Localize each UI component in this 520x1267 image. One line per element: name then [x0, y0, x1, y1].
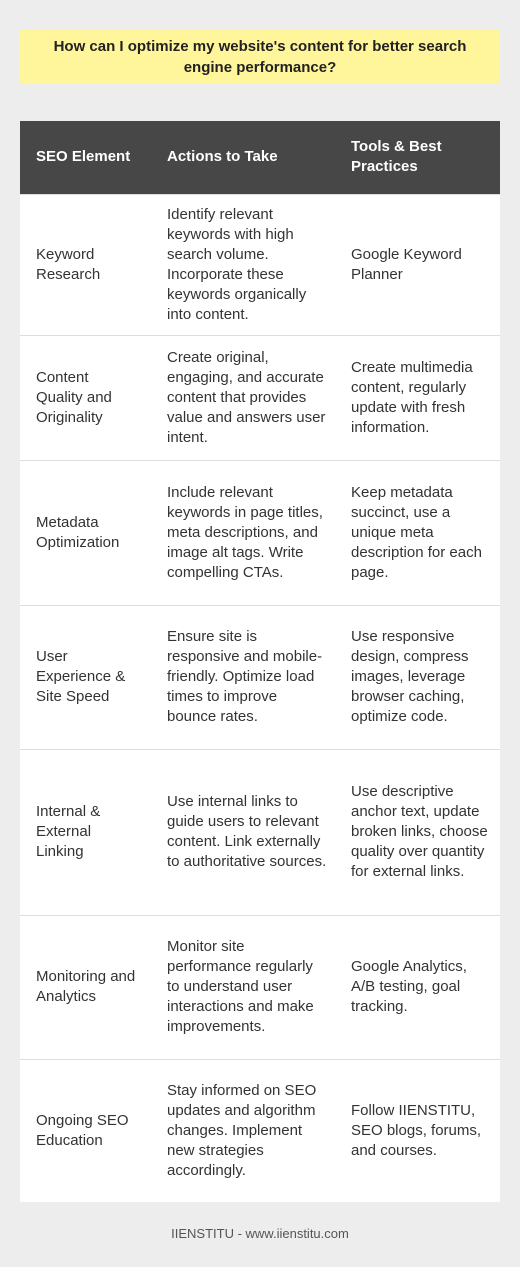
- cell-tools: Google Analytics, A/B testing, goal tracking.: [337, 915, 500, 1059]
- cell-element: Monitoring and Analytics: [20, 915, 151, 1059]
- header-tools: Tools & Best Practices: [337, 121, 500, 194]
- seo-table: [20, 121, 500, 1202]
- cell-element: Content Quality and Originality: [20, 335, 151, 460]
- cell-tools: Use descriptive anchor text, update broken links, choose quality over quantity for external links.: [337, 749, 500, 915]
- cell-action: Identify relevant keywords with high search volume. Incorporate these keywords organically into content.: [151, 194, 337, 335]
- cell-action: Stay informed on SEO updates and algorithm changes. Implement new strategies accordingly.: [151, 1059, 337, 1202]
- table-row: [20, 605, 500, 749]
- table-row: [20, 749, 500, 915]
- cell-action: Monitor site performance regularly to understand user interactions and make improvements.: [151, 915, 337, 1059]
- cell-element: Internal & External Linking: [20, 749, 151, 915]
- title-banner: [20, 30, 500, 84]
- header-seo-element: SEO Element: [20, 121, 151, 194]
- cell-element: Metadata Optimization: [20, 460, 151, 605]
- cell-action: Use internal links to guide users to relevant content. Link externally to authoritative sources.: [151, 749, 337, 915]
- cell-action: Create original, engaging, and accurate content that provides value and answers user intent.: [151, 335, 337, 460]
- cell-action: Include relevant keywords in page titles, meta descriptions, and image alt tags. Write compelling CTAs.: [151, 460, 337, 605]
- table-row: [20, 194, 500, 335]
- cell-tools: Use responsive design, compress images, leverage browser caching, optimize code.: [337, 605, 500, 749]
- cell-element: Keyword Research: [20, 194, 151, 335]
- cell-element: Ongoing SEO Education: [20, 1059, 151, 1202]
- table-header-row: [20, 121, 500, 194]
- table-row: [20, 1059, 500, 1202]
- cell-tools: Keep metadata succinct, use a unique meta description for each page.: [337, 460, 500, 605]
- table-row: [20, 915, 500, 1059]
- table-row: [20, 460, 500, 605]
- footer-credit: IIENSTITU - www.iienstitu.com: [171, 1226, 349, 1241]
- cell-element: User Experience & Site Speed: [20, 605, 151, 749]
- table-row: [20, 335, 500, 460]
- cell-tools: Create multimedia content, regularly update with fresh information.: [337, 335, 500, 460]
- page-title: How can I optimize my website's content for better search engine performance?: [53, 38, 467, 76]
- cell-tools: Google Keyword Planner: [337, 194, 500, 335]
- header-actions: Actions to Take: [151, 121, 337, 194]
- cell-tools: Follow IIENSTITU, SEO blogs, forums, and courses.: [337, 1059, 500, 1202]
- cell-action: Ensure site is responsive and mobile-friendly. Optimize load times to improve bounce rates.: [151, 605, 337, 749]
